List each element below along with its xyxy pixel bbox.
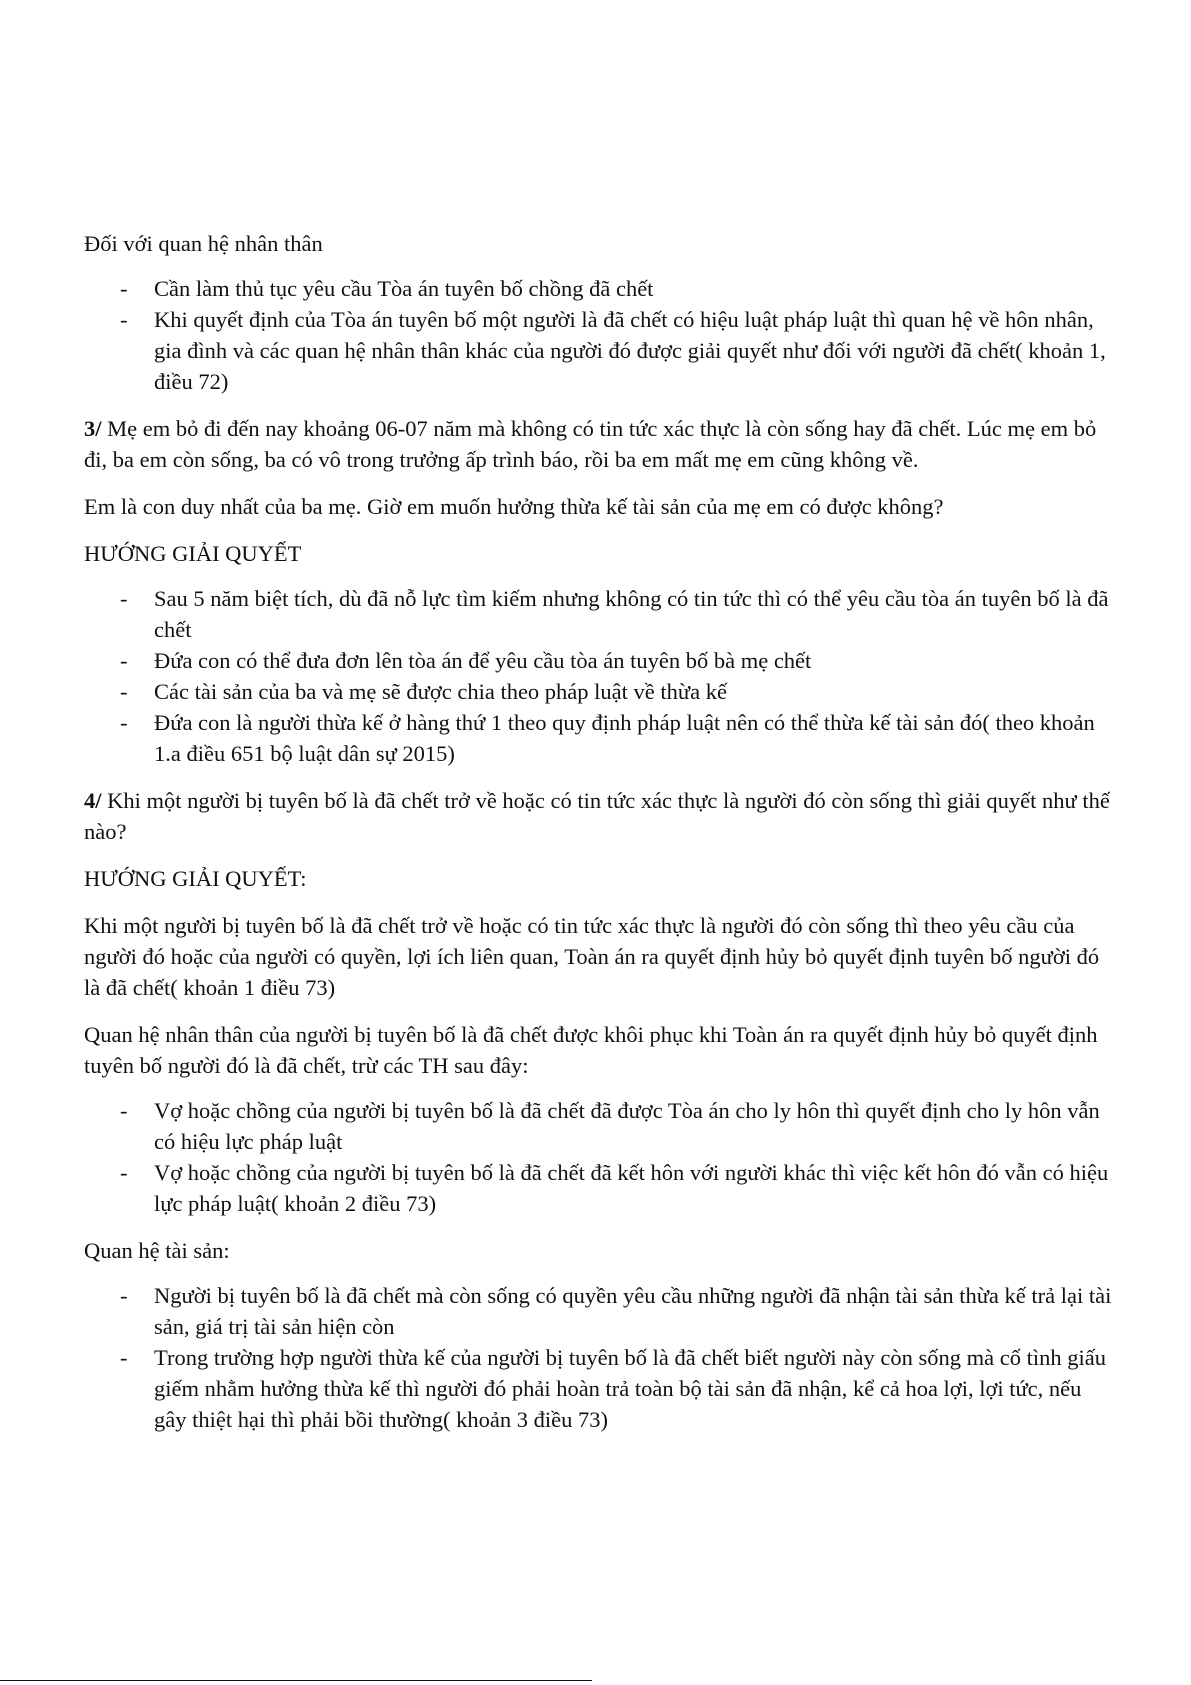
question-3-followup: Em là con duy nhất của ba mẹ. Giờ em muốn hưởng thừa kế tài sản của mẹ em có được không? bbox=[84, 494, 944, 519]
dash-marker: - bbox=[120, 307, 128, 332]
solution-heading: HƯỚNG GIẢI QUYẾT: bbox=[84, 866, 307, 891]
personal-relations-heading: Đối với quan hệ nhân thân bbox=[84, 231, 323, 256]
list-item bbox=[84, 645, 1114, 676]
dash-marker: - bbox=[120, 1098, 128, 1123]
q4-paragraph-2: Quan hệ nhân thân của người bị tuyên bố là đã chết được khôi phục khi Toàn án ra quyết định hủy bỏ quyết định tuyên bố người đó là đã chết, trừ các TH sau đây: bbox=[84, 1022, 1098, 1078]
list-item bbox=[84, 583, 1114, 645]
question-3 bbox=[84, 413, 1114, 475]
list-item bbox=[84, 304, 1114, 397]
list-item bbox=[84, 1342, 1114, 1435]
question-4 bbox=[84, 785, 1114, 847]
question-text: Mẹ em bỏ đi đến nay khoảng 06-07 năm mà không có tin tức xác thực là còn sống hay đã chết. Lúc mẹ em bỏ đi, ba em còn sống, ba có vô trong trưởng ấp trình báo, rồi ba em mất mẹ em cũng không về. bbox=[84, 416, 1097, 472]
list-item-text: Người bị tuyên bố là đã chết mà còn sống có quyền yêu cầu những người đã nhận tài sản thừa kế trả lại tài sản, giá trị tài sản hiện còn bbox=[154, 1283, 1112, 1339]
question-number: 4/ bbox=[84, 788, 102, 813]
list-item bbox=[84, 676, 1114, 707]
dash-marker: - bbox=[120, 1160, 128, 1185]
list-item-text: Trong trường hợp người thừa kế của người bị tuyên bố là đã chết biết người này còn sống mà cố tình giấu giếm nhằm hưởng thừa kế thì người đó phải hoàn trả toàn bộ tài sản đã nhận, kể cả hoa lợi, lợi tức, nếu gây thiệt hại thì phải bồi thường( khoản 3 điều 73) bbox=[154, 1345, 1106, 1432]
list-item bbox=[84, 1280, 1114, 1342]
list-item bbox=[84, 707, 1114, 769]
solution-heading: HƯỚNG GIẢI QUYẾT bbox=[84, 541, 302, 566]
dash-marker: - bbox=[120, 1283, 128, 1308]
list-item bbox=[84, 273, 1114, 304]
list-item-text: Các tài sản của ba và mẹ sẽ được chia theo pháp luật về thừa kế bbox=[154, 679, 727, 704]
list-item-text: Vợ hoặc chồng của người bị tuyên bố là đã chết đã kết hôn với người khác thì việc kết hôn đó vẫn có hiệu lực pháp luật( khoản 2 điều 73) bbox=[154, 1160, 1109, 1216]
q4-paragraph-1: Khi một người bị tuyên bố là đã chết trở về hoặc có tin tức xác thực là người đó còn sống thì theo yêu cầu của người đó hoặc của người có quyền, lợi ích liên quan, Toàn án ra quyết định hủy bỏ quyết định tuyên bố người đó là đã chết( khoản 1 điều 73) bbox=[84, 913, 1100, 1000]
page-bottom-rule bbox=[0, 1680, 592, 1681]
list-item-text: Sau 5 năm biệt tích, dù đã nỗ lực tìm kiếm nhưng không có tin tức thì có thể yêu cầu tòa án tuyên bố là đã chết bbox=[154, 586, 1109, 642]
q3-solution-list bbox=[84, 583, 1114, 769]
dash-marker: - bbox=[120, 586, 128, 611]
question-text: Khi một người bị tuyên bố là đã chết trở về hoặc có tin tức xác thực là người đó còn sống thì giải quyết như thế nào? bbox=[84, 788, 1110, 844]
list-item-text: Khi quyết định của Tòa án tuyên bố một người là đã chết có hiệu luật pháp luật thì quan hệ về hôn nhân, gia đình và các quan hệ nhân thân khác của người đó được giải quyết như đối với người đã chết( khoản 1, điều 72) bbox=[154, 307, 1106, 394]
list-item-text: Đứa con là người thừa kế ở hàng thứ 1 theo quy định pháp luật nên có thể thừa kế tài sản đó( theo khoản 1.a điều 651 bộ luật dân sự 2015) bbox=[154, 710, 1095, 766]
property-relations-list bbox=[84, 1280, 1114, 1435]
property-relations-heading: Quan hệ tài sản: bbox=[84, 1238, 230, 1263]
list-item-text: Đứa con có thể đưa đơn lên tòa án để yêu cầu tòa án tuyên bố bà mẹ chết bbox=[154, 648, 812, 673]
dash-marker: - bbox=[120, 276, 128, 301]
question-number: 3/ bbox=[84, 416, 102, 441]
document-page bbox=[84, 228, 1114, 1451]
dash-marker: - bbox=[120, 679, 128, 704]
dash-marker: - bbox=[120, 710, 128, 735]
personal-relations-list bbox=[84, 273, 1114, 397]
dash-marker: - bbox=[120, 1345, 128, 1370]
q4-exceptions-list bbox=[84, 1095, 1114, 1219]
list-item bbox=[84, 1095, 1114, 1157]
list-item-text: Vợ hoặc chồng của người bị tuyên bố là đã chết đã được Tòa án cho ly hôn thì quyết định cho ly hôn vẫn có hiệu lực pháp luật bbox=[154, 1098, 1100, 1154]
list-item bbox=[84, 1157, 1114, 1219]
list-item-text: Cần làm thủ tục yêu cầu Tòa án tuyên bố chồng đã chết bbox=[154, 276, 654, 301]
dash-marker: - bbox=[120, 648, 128, 673]
